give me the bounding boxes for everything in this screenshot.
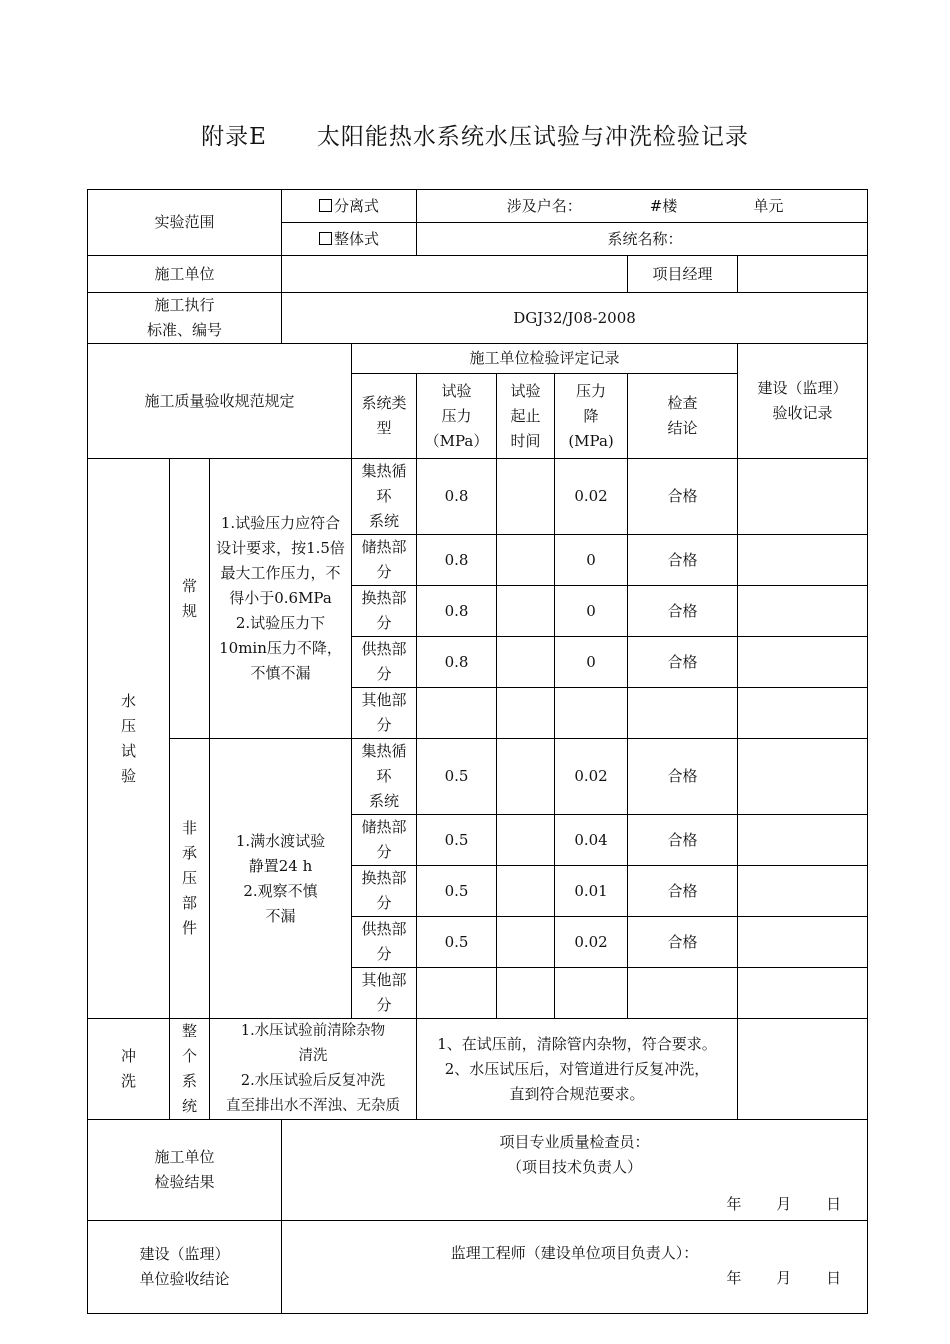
table-cell-supervision[interactable] bbox=[738, 866, 868, 917]
table-cell-drop: 0.02 bbox=[555, 917, 628, 968]
table-cell-result: 合格 bbox=[628, 637, 738, 688]
regular-spec: 1.试验压力应符合设计要求，按1.5倍最大工作压力，不得小于0.6MPa 2.试验压力下10min压力不降，不慎不漏 bbox=[210, 459, 352, 739]
table-cell-result: 合格 bbox=[628, 459, 738, 535]
table-cell-supervision[interactable] bbox=[738, 968, 868, 1019]
table-row-type: 集热循环 系统 bbox=[352, 459, 417, 535]
table-cell-supervision[interactable] bbox=[738, 459, 868, 535]
table-cell-result: 合格 bbox=[628, 739, 738, 815]
table-cell-time[interactable] bbox=[497, 637, 555, 688]
table-row-type: 换热部分 bbox=[352, 866, 417, 917]
table-row-type: 其他部分 bbox=[352, 688, 417, 739]
table-cell-result[interactable] bbox=[628, 968, 738, 1019]
spec-header: 施工质量验收规范规定 bbox=[88, 344, 352, 459]
table-row-type: 其他部分 bbox=[352, 968, 417, 1019]
flush-supervision[interactable] bbox=[738, 1019, 868, 1120]
construction-unit-value[interactable] bbox=[282, 256, 628, 293]
table-cell-drop: 0.01 bbox=[555, 866, 628, 917]
standard-value: DGJ32/J08-2008 bbox=[282, 293, 868, 344]
option-separate[interactable]: 分离式 bbox=[282, 190, 417, 223]
option-integrated[interactable]: 整体式 bbox=[282, 223, 417, 256]
table-row-type: 供热部分 bbox=[352, 637, 417, 688]
project-manager-value[interactable] bbox=[738, 256, 868, 293]
table-cell-supervision[interactable] bbox=[738, 815, 868, 866]
table-cell-pressure: 0.5 bbox=[417, 739, 497, 815]
inspection-line2: （项目技术负责人） bbox=[507, 1158, 643, 1176]
table-row-type: 储热部分 bbox=[352, 815, 417, 866]
flush-label: 冲 洗 bbox=[88, 1019, 170, 1120]
table-cell-result: 合格 bbox=[628, 815, 738, 866]
col-drop: 压力 降 (MPa) bbox=[555, 374, 628, 459]
table-cell-supervision[interactable] bbox=[738, 739, 868, 815]
non-pressure-label: 非 承 压 部 件 bbox=[170, 739, 210, 1019]
table-cell-time[interactable] bbox=[497, 815, 555, 866]
checkbox-integrated[interactable] bbox=[319, 232, 332, 245]
table-cell-result: 合格 bbox=[628, 586, 738, 637]
table-cell-pressure[interactable] bbox=[417, 968, 497, 1019]
table-cell-supervision[interactable] bbox=[738, 637, 868, 688]
table-row-type: 储热部分 bbox=[352, 535, 417, 586]
building-label: #楼 bbox=[649, 196, 678, 215]
construction-unit-label: 施工单位 bbox=[88, 256, 282, 293]
table-row-type: 换热部分 bbox=[352, 586, 417, 637]
table-cell-drop: 0.04 bbox=[555, 815, 628, 866]
table-cell-time[interactable] bbox=[497, 739, 555, 815]
page-title: 附录E 太阳能热水系统水压试验与冲洗检验记录 bbox=[201, 124, 749, 150]
table-cell-drop[interactable] bbox=[555, 968, 628, 1019]
table-cell-time[interactable] bbox=[497, 535, 555, 586]
regular-label: 常 规 bbox=[170, 459, 210, 739]
record-table bbox=[87, 189, 868, 1314]
hydro-test-label: 水 压 试 验 bbox=[88, 459, 170, 1019]
table-cell-result: 合格 bbox=[628, 917, 738, 968]
table-cell-drop: 0.02 bbox=[555, 739, 628, 815]
col-type: 系统类型 bbox=[352, 374, 417, 459]
table-cell-pressure[interactable] bbox=[417, 688, 497, 739]
inspection-date: 年 月 日 bbox=[726, 1195, 842, 1213]
table-cell-time[interactable] bbox=[497, 688, 555, 739]
table-cell-result[interactable] bbox=[628, 688, 738, 739]
project-manager-label: 项目经理 bbox=[628, 256, 738, 293]
table-cell-time[interactable] bbox=[497, 459, 555, 535]
acceptance-date: 年 月 日 bbox=[726, 1269, 842, 1287]
table-cell-pressure: 0.5 bbox=[417, 866, 497, 917]
table-cell-drop: 0 bbox=[555, 535, 628, 586]
flush-record bbox=[417, 1019, 738, 1120]
table-cell-time[interactable] bbox=[497, 917, 555, 968]
flush-record-line1: 1、在试压前，清除管内杂物，符合要求。 bbox=[437, 1034, 717, 1053]
table-cell-drop: 0.02 bbox=[555, 459, 628, 535]
checkbox-separate[interactable] bbox=[319, 199, 332, 212]
col-time: 试验 起止 时间 bbox=[497, 374, 555, 459]
table-cell-supervision[interactable] bbox=[738, 586, 868, 637]
inspection-label: 施工单位 检验结果 bbox=[88, 1120, 282, 1221]
acceptance-line1: 监理工程师（建设单位项目负责人）： bbox=[450, 1244, 699, 1262]
col-result: 检查 结论 bbox=[628, 374, 738, 459]
table-cell-pressure: 0.8 bbox=[417, 586, 497, 637]
table-cell-pressure: 0.5 bbox=[417, 815, 497, 866]
flush-sub-label: 整 个 系 统 bbox=[170, 1019, 210, 1120]
system-name-field: 系统名称： bbox=[417, 223, 868, 256]
non-pressure-spec: 1.满水渡试验 静置24 h 2.观察不慎 不漏 bbox=[210, 739, 352, 1019]
table-cell-pressure: 0.8 bbox=[417, 637, 497, 688]
col-pressure: 试验 压力 （MPa） bbox=[417, 374, 497, 459]
table-row-type: 集热循环 系统 bbox=[352, 739, 417, 815]
table-cell-time[interactable] bbox=[497, 968, 555, 1019]
table-cell-drop: 0 bbox=[555, 637, 628, 688]
table-cell-time[interactable] bbox=[497, 866, 555, 917]
inspection-line1: 项目专业质量检查员： bbox=[499, 1133, 650, 1151]
acceptance-label: 建设（监理） 单位验收结论 bbox=[88, 1221, 282, 1314]
table-cell-supervision[interactable] bbox=[738, 688, 868, 739]
table-cell-result: 合格 bbox=[628, 535, 738, 586]
flush-spec: 1.水压试验前清除杂物 清洗 2.水压试验后反复冲洗 直至排出水不浑浊、无杂质 bbox=[210, 1019, 417, 1120]
table-cell-drop[interactable] bbox=[555, 688, 628, 739]
table-cell-pressure: 0.8 bbox=[417, 535, 497, 586]
table-cell-result: 合格 bbox=[628, 866, 738, 917]
table-cell-supervision[interactable] bbox=[738, 917, 868, 968]
unit-label: 单元 bbox=[753, 196, 784, 215]
flush-record-line2: 2、水压试压后，对管道进行反复冲洗， bbox=[444, 1059, 710, 1078]
flush-record-line3: 直到符合规范要求。 bbox=[509, 1084, 645, 1103]
inspection-content[interactable] bbox=[282, 1120, 868, 1221]
table-cell-pressure: 0.8 bbox=[417, 459, 497, 535]
acceptance-content[interactable] bbox=[282, 1221, 868, 1314]
supervision-header: 建设（监理） 验收记录 bbox=[738, 344, 868, 459]
eval-header: 施工单位检验评定记录 bbox=[352, 344, 738, 374]
table-cell-drop: 0 bbox=[555, 586, 628, 637]
standard-label: 施工执行 标准、编号 bbox=[88, 293, 282, 344]
household-field: 涉及户名： #楼 单元 bbox=[417, 190, 868, 223]
table-cell-time[interactable] bbox=[497, 586, 555, 637]
table-row-type: 供热部分 bbox=[352, 917, 417, 968]
scope-label: 实验范围 bbox=[88, 190, 282, 256]
table-cell-supervision[interactable] bbox=[738, 535, 868, 586]
table-cell-pressure: 0.5 bbox=[417, 917, 497, 968]
